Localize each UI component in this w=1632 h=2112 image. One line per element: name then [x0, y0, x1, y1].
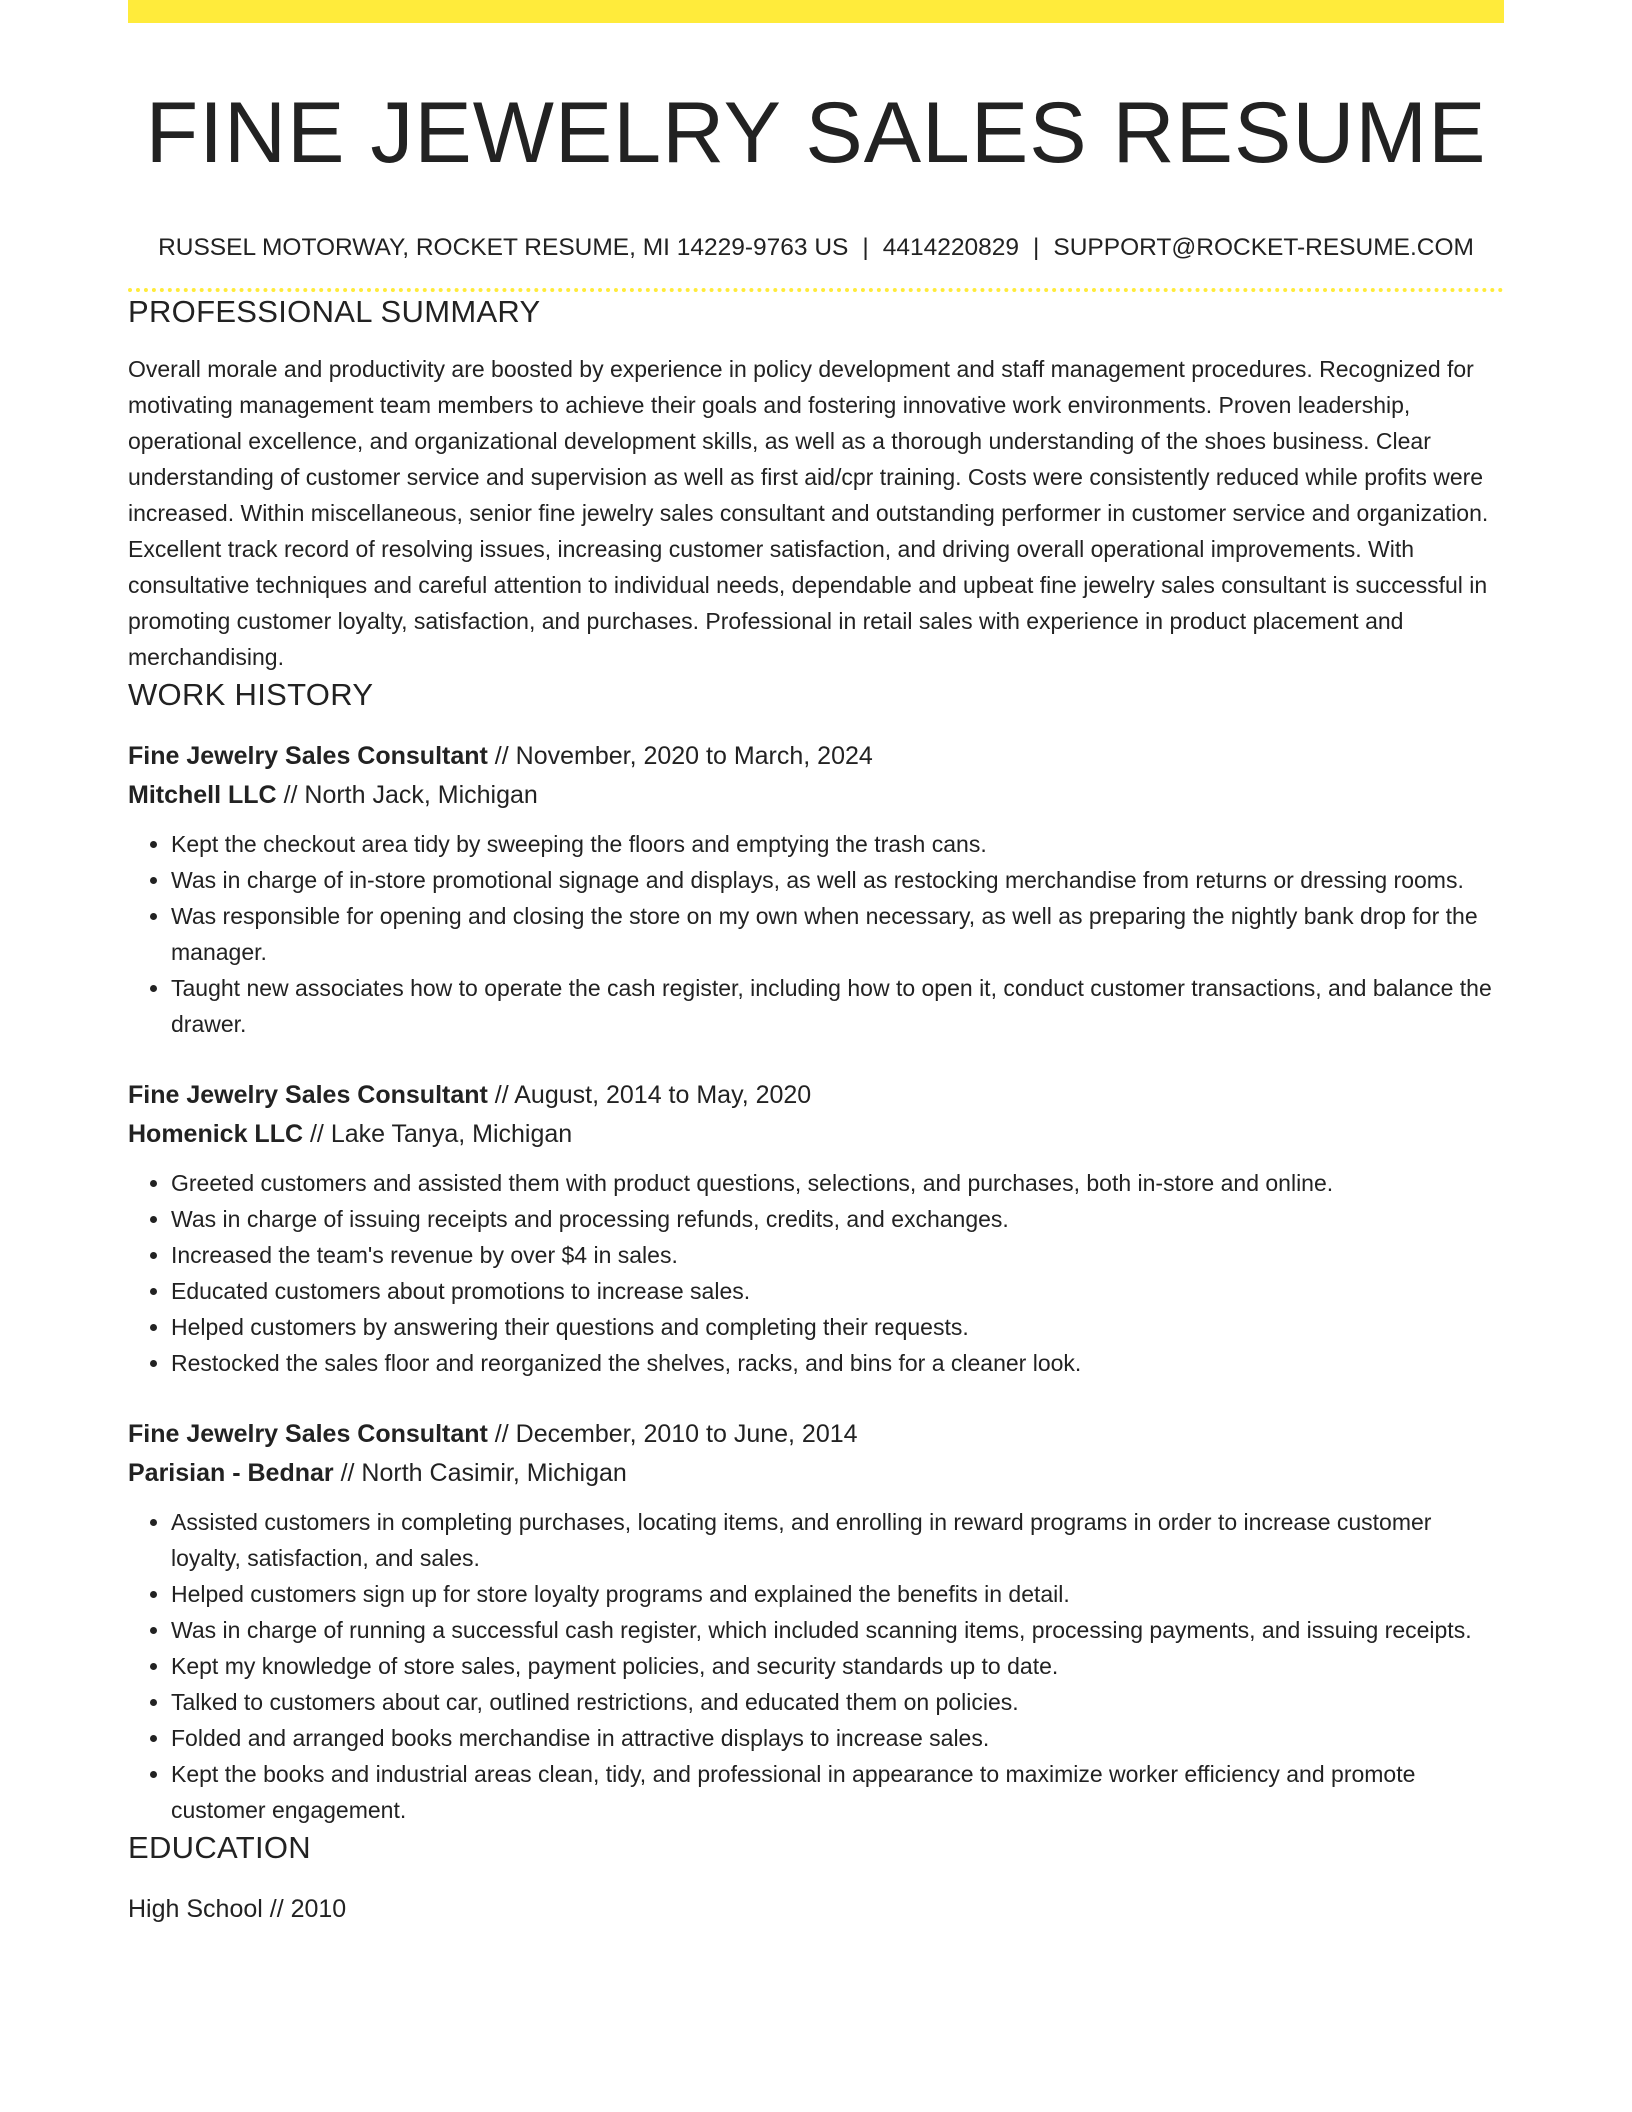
job-bullet: • Kept the books and industrial areas clean, tidy, and professional in appearance to maximize worker efficiency and promote customer engagement. — [171, 1756, 1504, 1828]
summary-text: Overall morale and productivity are boosted by experience in policy development and staff management procedures. Recognized for motivating management team members to achieve their goals and fostering innovative work environments. Proven leadership, operational excellence, and organizational development skills, as well as a thorough understanding of the shoes business. Clear understanding of customer service and supervision as well as first aid/cpr training. Costs were consistently reduced while profits were increased. Within miscellaneous, senior fine jewelry sales consultant and outstanding performer in customer service and organization. Excellent track record of resolving issues, increasing customer satisfaction, and driving overall operational improvements. With consultative techniques and careful attention to individual needs, dependable and upbeat fine jewelry sales consultant is successful in promoting customer loyalty, satisfaction, and purchases. Professional in retail sales with experience in product placement and merchandising. — [128, 356, 1489, 670]
contact-separator: | — [1033, 234, 1040, 261]
job-location: // Lake Tanya, Michigan — [309, 1120, 573, 1148]
job-bullet: • Helped customers sign up for store loyalty programs and explained the benefits in detail. — [171, 1576, 1504, 1612]
contact-address: RUSSEL MOTORWAY, ROCKET RESUME, MI 14229-9763 US — [158, 234, 849, 261]
contact-phone: 4414220829 — [882, 234, 1020, 261]
work-history-heading: WORK HISTORY — [128, 677, 374, 712]
resume-page — [128, 0, 1504, 1929]
job-dates: // August, 2014 to May, 2020 — [494, 1081, 812, 1109]
job-dates: // November, 2020 to March, 2024 — [494, 742, 873, 770]
job-title-line — [128, 1415, 1504, 1454]
job-bullet: • Kept my knowledge of store sales, payment policies, and security standards up to date. — [171, 1648, 1504, 1684]
job-company: Parisian - Bednar — [128, 1459, 334, 1487]
job-bullet: • Was responsible for opening and closing the store on my own when necessary, as well as preparing the nightly bank drop for the manager. — [171, 898, 1504, 970]
job-bullets — [128, 826, 1504, 1042]
job-bullet: • Was in charge of in-store promotional signage and displays, as well as restocking merchandise from returns or dressing rooms. — [171, 862, 1504, 898]
job-bullet: • Assisted customers in completing purchases, locating items, and enrolling in reward programs in order to increase customer loyalty, satisfaction, and sales. — [171, 1504, 1504, 1576]
job-entry — [128, 1415, 1504, 1828]
job-company-line — [128, 1454, 1504, 1493]
job-entry — [128, 1076, 1504, 1381]
summary-heading: PROFESSIONAL SUMMARY — [128, 294, 541, 329]
job-bullets — [128, 1504, 1504, 1828]
job-title: Fine Jewelry Sales Consultant — [128, 742, 488, 770]
job-location: // North Jack, Michigan — [283, 781, 538, 809]
job-bullet: • Was in charge of running a successful cash register, which included scanning items, processing payments, and issuing receipts. — [171, 1612, 1504, 1648]
education-entry: High School // 2010 — [128, 1895, 347, 1923]
job-title: Fine Jewelry Sales Consultant — [128, 1420, 488, 1448]
job-dates: // December, 2010 to June, 2014 — [494, 1420, 858, 1448]
job-company: Mitchell LLC — [128, 781, 277, 809]
contact-line — [128, 233, 1504, 263]
job-bullet: • Helped customers by answering their questions and completing their requests. — [171, 1309, 1504, 1345]
job-title: Fine Jewelry Sales Consultant — [128, 1081, 488, 1109]
job-bullet: • Greeted customers and assisted them with product questions, selections, and purchases, both in-store and online. — [171, 1165, 1504, 1201]
job-entry — [128, 737, 1504, 1042]
job-bullet: • Folded and arranged books merchandise in attractive displays to increase sales. — [171, 1720, 1504, 1756]
job-bullet: • Talked to customers about car, outlined restrictions, and educated them on policies. — [171, 1684, 1504, 1720]
job-bullets — [128, 1165, 1504, 1381]
job-bullet: • Increased the team's revenue by over $4 in sales. — [171, 1237, 1504, 1273]
job-company-line — [128, 776, 1504, 815]
contact-separator: | — [862, 234, 869, 261]
education-heading: EDUCATION — [128, 1830, 311, 1865]
job-bullet: • Kept the checkout area tidy by sweeping the floors and emptying the trash cans. — [171, 826, 1504, 862]
job-title-line — [128, 737, 1504, 776]
job-company: Homenick LLC — [128, 1120, 304, 1148]
resume-title: FINE JEWELRY SALES RESUME — [145, 85, 1487, 181]
job-bullet: • Taught new associates how to operate the cash register, including how to open it, conduct customer transactions, and balance the drawer. — [171, 970, 1504, 1042]
job-bullet: • Restocked the sales floor and reorganized the shelves, racks, and bins for a cleaner look. — [171, 1345, 1504, 1381]
job-bullet: • Educated customers about promotions to increase sales. — [171, 1273, 1504, 1309]
contact-email: SUPPORT@ROCKET-RESUME.COM — [1053, 234, 1474, 261]
job-title-line — [128, 1076, 1504, 1115]
job-location: // North Casimir, Michigan — [340, 1459, 627, 1487]
job-bullet: • Was in charge of issuing receipts and processing refunds, credits, and exchanges. — [171, 1201, 1504, 1237]
job-company-line — [128, 1115, 1504, 1154]
accent-top-bar — [128, 0, 1504, 23]
